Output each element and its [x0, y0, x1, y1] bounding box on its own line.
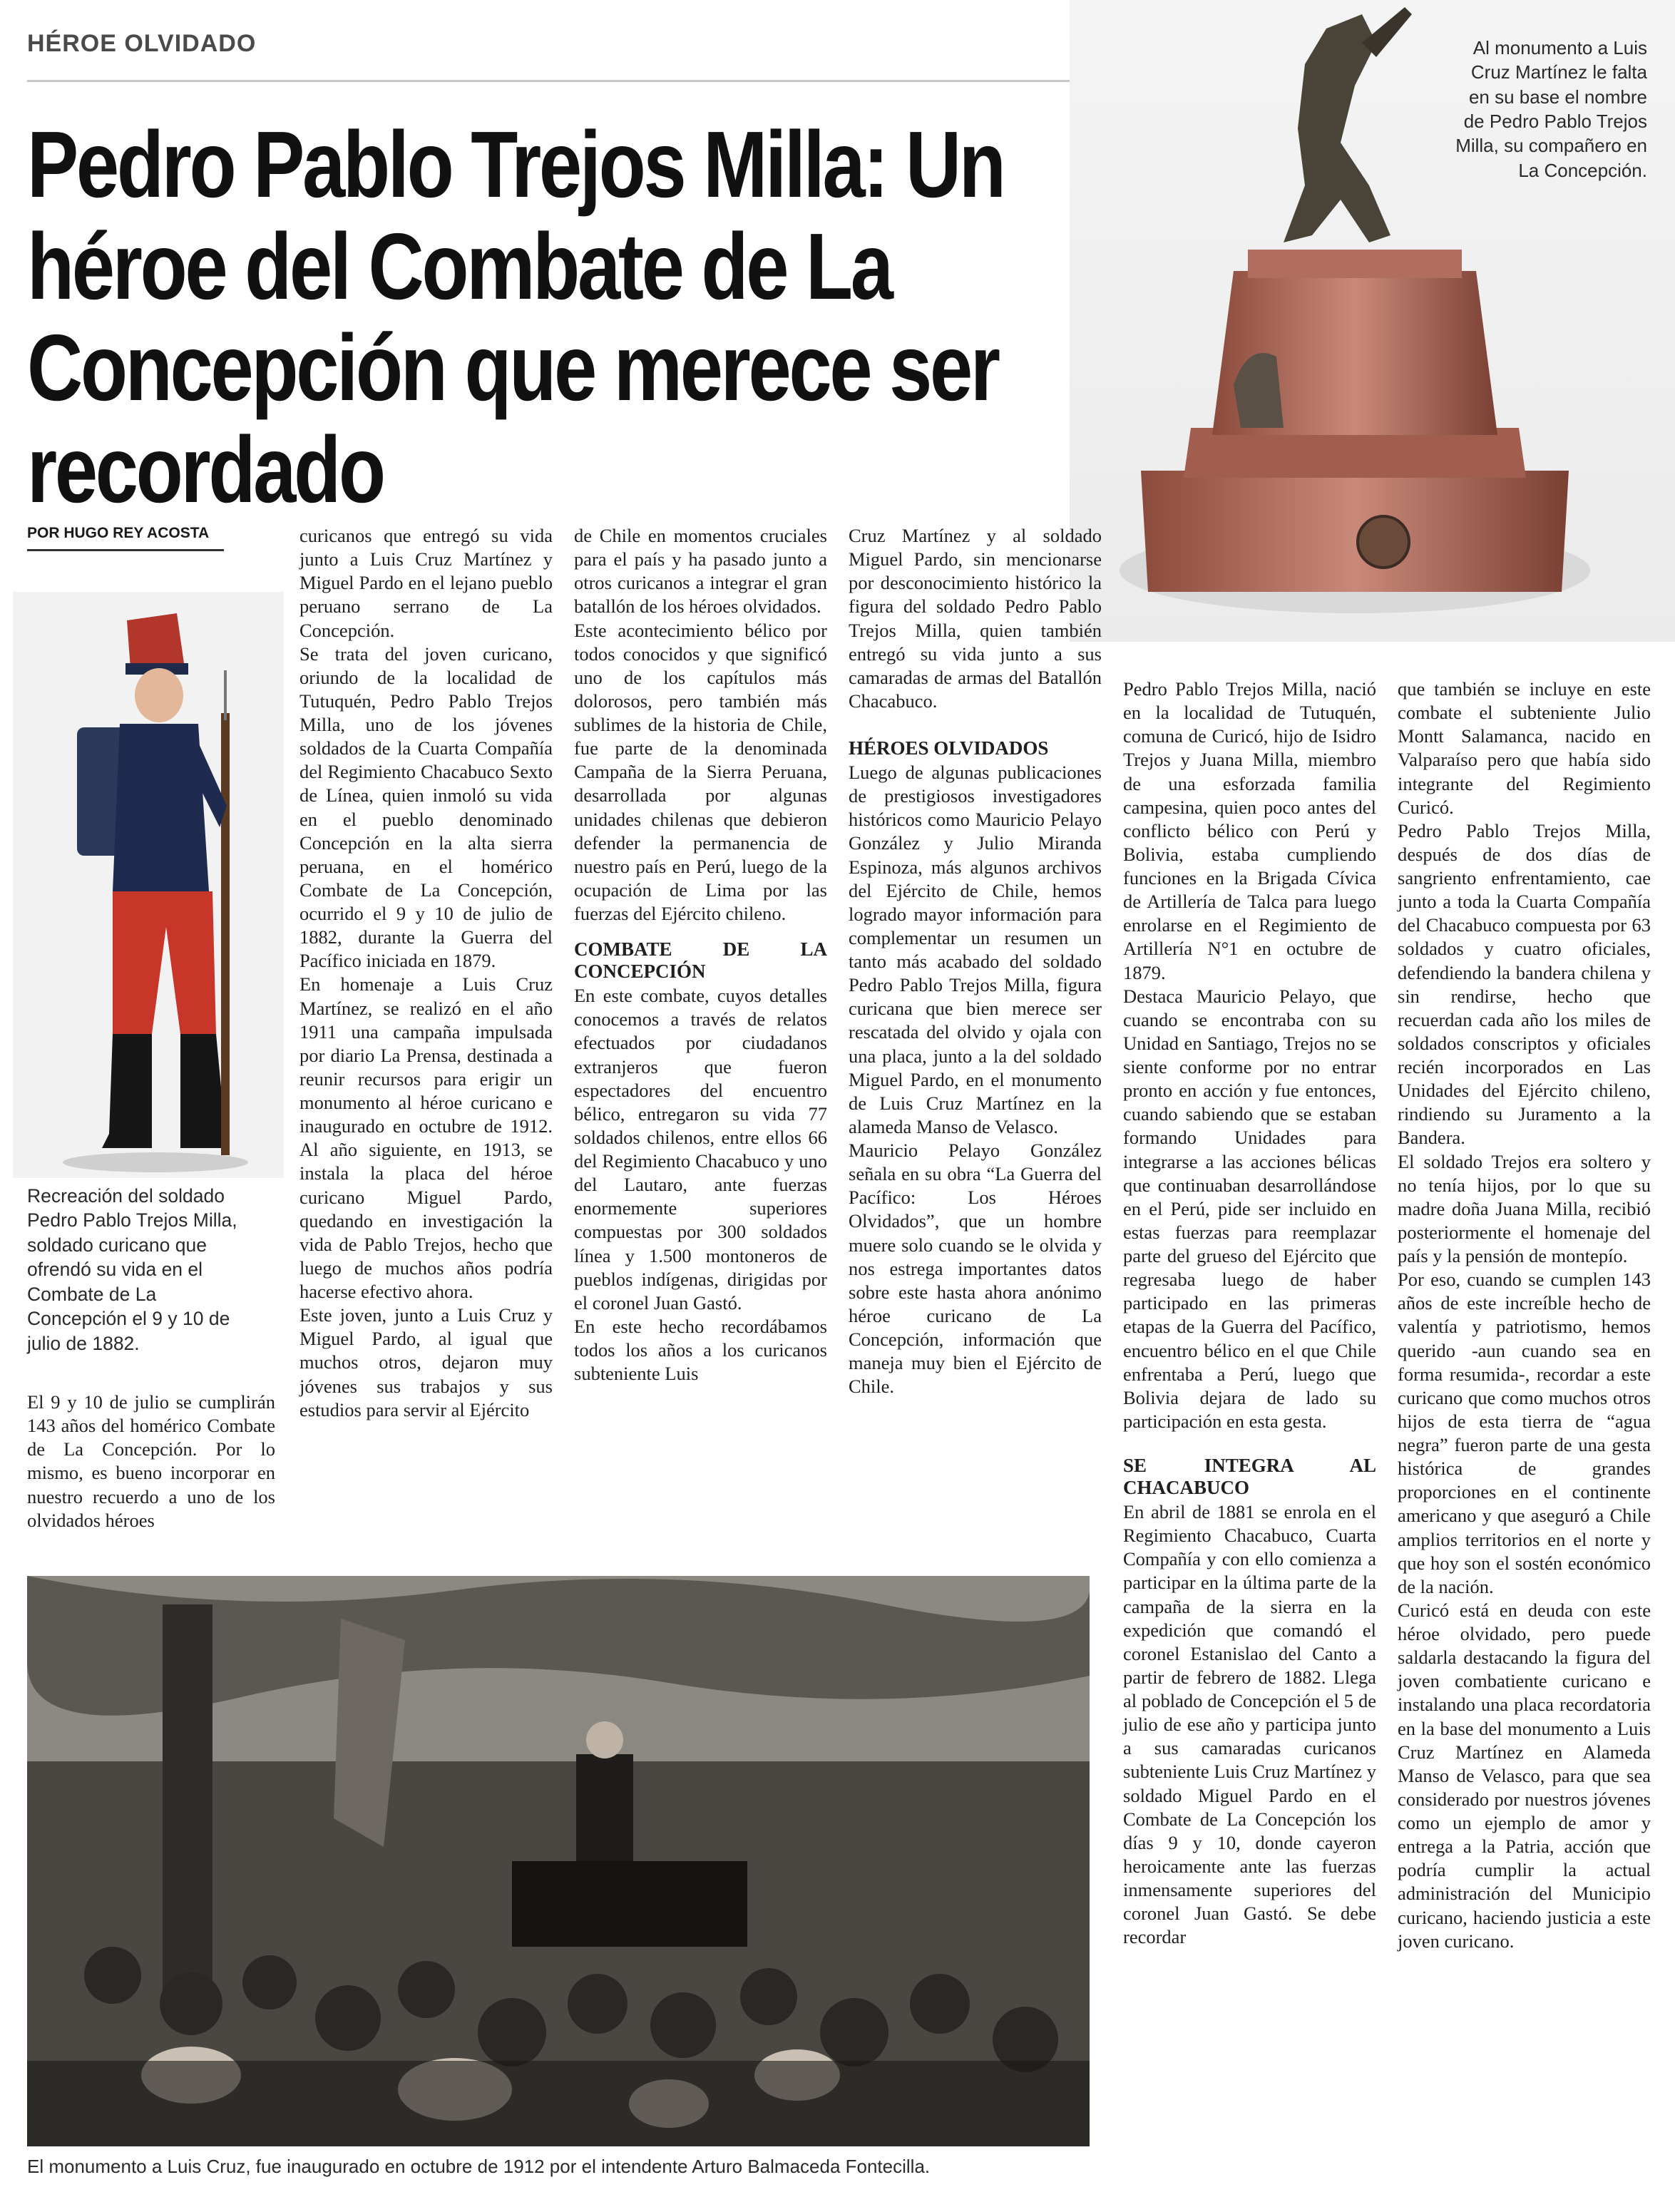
article-column-1 — [27, 1391, 275, 1532]
paragraph: Luego de algunas publicaciones de prestigiosos investigadores históricos como Mauricio Pelayo González y Julio Miranda Espinoza, más algunos archivos del Ejército de Chile, hemos logrado mayor información para complementar un resumen un tanto más acabado del soldado Pedro Pablo Trejos Milla, figura curicana que bien merece ser rescatada del olvido y ojala con una placa, junto a la del soldado Miguel Pardo, en el monumento de Luis Cruz Martínez en la alameda Manso de Velasco. — [849, 762, 1102, 1137]
paragraph: Este joven, junto a Luis Cruz y Miguel Pardo, al igual que muchos otros, dejaron muy jóvenes sus trabajos y sus estudios para servir al Ejército — [299, 1304, 553, 1420]
paragraph: que también se incluye en este combate el subteniente Julio Montt Salamanca, nacido en Valparaíso pero que había sido integrante del Regimiento Curicó. — [1398, 678, 1651, 818]
paragraph: En este combate, cuyos detalles conocemos a través de relatos efectuados por ciudadanos extranjeros que fueron espectadores del encuentro bélico, entregaron su vida 77 soldados chilenos, entre ellos 66 del Regimiento Chacabuco y uno del Lautaro, ante fuerzas enormemente superiores compuestas por 300 soldados línea y 1.500 montoneros de pueblos indígenas, dirigidas por el coronel Juan Gastó. — [574, 985, 827, 1314]
paragraph: Mauricio Pelayo González señala en su obra “La Guerra del Pacífico: Los Héroes Olvidados”, que un hombre muere solo cuando se le olvida y nos estrega importantes datos sobre este hasta ahora anónimo héroe curicano de La Concepción, información que maneja muy bien el Ejército de Chile. — [849, 1140, 1102, 1398]
soldier-caption: Recreación del soldado Pedro Pablo Trejos Milla, soldado curicano que ofrendó su vida en el Combate de La Concepción el 9 y 10 de julio de 1882. — [27, 1185, 237, 1354]
paragraph: Destaca Mauricio Pelayo, que cuando se encontraba con su Unidad en Santiago, Trejos no se siente conforme por no entrar pronto en acción y fue entonces, cuando sabiendo que se estaban formando Unidades para integrarse a las acciones bélicas que continuaban desarrollándose en el Perú, pide ser incluido en estas fuerzas para reemplazar parte del grueso del Ejército que regresaba luego de haber participado en las primeras etapas de la Guerra del Pacífico, encuentro bélico en el que Chile enfrentaba a Perú, luego que Bolivia dejara de lado su participación en esta gesta. — [1123, 985, 1376, 1432]
article-column-3 — [574, 524, 827, 1386]
paragraph: En este hecho recordábamos todos los años a los curicanos subteniente Luis — [574, 1315, 827, 1385]
header-divider — [27, 80, 1097, 82]
byline: POR HUGO REY ACOSTA — [27, 525, 224, 551]
paragraph: curicanos que entregó su vida junto a Luis Cruz Martínez y Miguel Pardo en el lejano pueblo peruano serrano de La Concepción. — [299, 525, 553, 641]
soldier-illustration — [13, 592, 284, 1178]
paragraph: En homenaje a Luis Cruz Martínez, se realizó en el año 1911 una campaña impulsada por diario La Prensa, destinada a reunir recursos para erigir un monumento al héroe curicano e inaugurado en octubre de 1912. Al año siguiente, en 1913, se instala la placa del héroe curicano Miguel Pardo, quedando en investigación la vida de Pablo Trejos, hecho que luego de muchos años podría hacerse efectivo ahora. — [299, 973, 553, 1302]
headline: Pedro Pablo Trejos Milla: Un héroe del Combate de La Concepción que merece ser recordado — [27, 112, 1004, 522]
paragraph: Cruz Martínez y al soldado Miguel Pardo, sin mencionarse por desconocimiento histórico la figura del soldado Pedro Pablo Trejos Milla, quien también entregó su vida junto a sus camaradas de armas del Batallón Chacabuco. — [849, 525, 1102, 712]
ceremony-caption: El monumento a Luis Cruz, fue inaugurado en octubre de 1912 por el intendente Arturo Balmaceda Fontecilla. — [27, 2156, 931, 2177]
paragraph: de Chile en momentos cruciales para el país y ha pasado junto a otros curicanos a integrar el gran batallón de los héroes olvidados. — [574, 525, 827, 618]
ceremony-photo — [27, 1576, 1090, 2146]
ceremony-scene — [27, 1576, 1090, 2146]
paragraph: Se trata del joven curicano, oriundo de la localidad de Tutuquén, Pedro Pablo Trejos Milla, uno de los jóvenes soldados de la Cuarta Compañía del Regimiento Chacabuco Sexto de Línea, quien inmoló su vida en el pueblo denominado Concepción en la alta sierra peruana, en el homérico Combate de La Concepción, ocurrido el 9 y 10 de julio de 1882, durante la Guerra del Pacífico iniciada en 1879. — [299, 642, 553, 972]
paragraph: Este acontecimiento bélico por todos conocidos y que significó uno de los capítulos más dolorosos, pero también más sublimes de la historia de Chile, fue parte de la denominada Campaña de la Sierra Peruana, desarrollada por algunas unidades chilenas que debieron defender la permanencia de nuestro país en Perú, luego de la ocupación de Lima por las fuerzas del Ejército chileno. — [574, 619, 827, 924]
paragraph: Pedro Pablo Trejos Milla, después de dos días de sangriento enfrentamiento, cae junto a toda la Cuarta Compañía del Chacabuco compuesta por 63 soldados y cuatro oficiales, defendiendo la bandera chilena y sin rendirse, hecho que recuerdan cada año los miles de soldados conscriptos y oficiales recién incorporados en Las Unidades del Ejército chileno, rindiendo su Juramento a la Bandera. — [1398, 819, 1651, 1149]
paragraph: El soldado Trejos era soltero y no tenía hijos, por lo que su madre doña Juana Milla, recibió posteriormente el homenaje del país y la pensión de montepío. — [1398, 1150, 1651, 1266]
paragraph: En abril de 1881 se enrola en el Regimiento Chacabuco, Cuarta Compañía y con ello comienza a participar en la última parte de la campaña de la sierra en la expedición que comandó el coronel Estanislao del Canto a partir de febrero de 1882. Llega al poblado de Concepción el 5 de julio de ese año y participa junto a sus camaradas curicanos subteniente Luis Cruz Martínez y soldado Miguel Pardo en el Combate de La Concepción los días 9 y 10, donde cayeron heroicamente ante las fuerzas inmensamente superiores del coronel Juan Gastó. Se debe recordar — [1123, 1501, 1376, 1948]
article-column-2 — [299, 524, 553, 1422]
article-column-4 — [849, 524, 1102, 1398]
article-column-6 — [1398, 677, 1651, 1953]
paragraph: El 9 y 10 de julio se cumplirán 143 años del homérico Combate de La Concepción. Por lo mismo, es bueno incorporar en nuestro recuerdo a uno de los olvidados héroes — [27, 1391, 275, 1531]
subheading-combate: COMBATE DE LA CONCEPCIÓN — [574, 938, 827, 983]
subheading-chacabuco: SE INTEGRA AL CHACABUCO — [1123, 1455, 1376, 1499]
paragraph: Pedro Pablo Trejos Milla, nació en la localidad de Tutuquén, comuna de Curicó, hijo de Isidro Trejos y Juana Milla, miembro de una esforzada familia campesina, quien poco antes del conflicto bélico con Perú y Bolivia, estaba cumpliendo funciones en la Brigada Cívica de Artillería de Talca para luego enrolarse en el Regimiento de Artillería N°1 en octubre de 1879. — [1123, 678, 1376, 983]
soldier-figure — [13, 592, 284, 1178]
subheading-heroes: HÉROES OLVIDADOS — [849, 737, 1049, 759]
monument-caption: Al monumento a Luis Cruz Martínez le falta en su base el nombre de Pedro Pablo Trejos Milla, su compañero en La Concepción. — [1455, 37, 1647, 181]
section-label: HÉROE OLVIDADO — [27, 30, 257, 57]
paragraph: Curicó está en deuda con este héroe olvidado, pero puede saldarla destacando la figura del joven combatiente curicano e instalando una placa recordatoria en la base del monumento a Luis Cruz Martínez en Alameda Manso de Velasco, para que sea considerado por nuestros jóvenes como un ejemplo de amor y entrega a la Patria, acción que podría cumplir la actual administración del Municipio curicano, haciendo justicia a este joven curicano. — [1398, 1599, 1651, 1952]
article-column-5 — [1123, 677, 1376, 1949]
paragraph: Por eso, cuando se cumplen 143 años de este increíble hecho de valentía y patriotismo, hemos querido -aun cuando sea en forma resumida-, recordar a este curicano que como muchos otros hijos de esta tierra de “agua negra” fueron parte de una gesta histórica de grandes proporciones en el continente americano y que aseguró a Chile amplios territorios en el norte y que hoy son el sostén económico de la nación. — [1398, 1269, 1651, 1597]
